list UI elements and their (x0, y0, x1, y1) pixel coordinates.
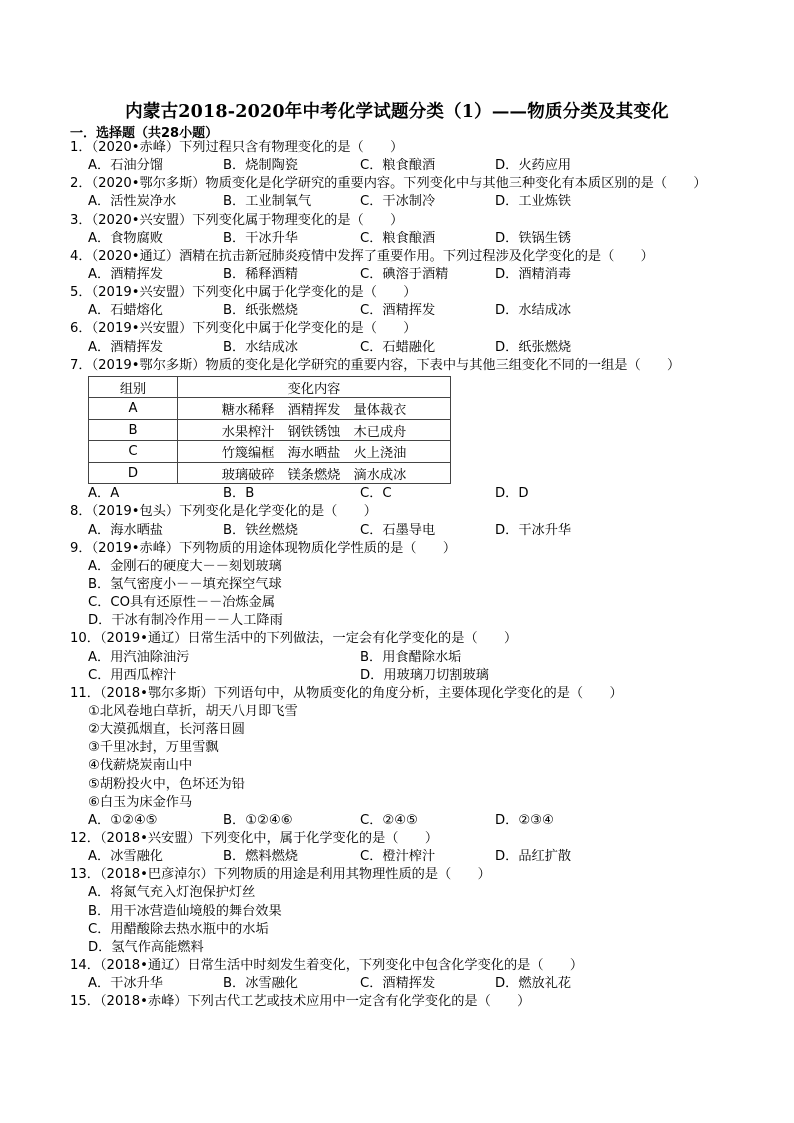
answer-option: A．冰雪融化 (88, 849, 163, 865)
answer-option: B．干冰升华 (223, 230, 298, 246)
question-line: A．金刚石的硬度大－－刻划玻璃 (88, 558, 282, 574)
question-line: D．干冰有制冷作用－－人工降雨 (88, 613, 283, 629)
answer-option: D．燃放礼花 (495, 976, 572, 992)
group-table (88, 376, 451, 485)
section-heading: 一．选择题（共28小题） (70, 126, 219, 141)
question-stem: 7．（2019•鄂尔多斯）物质的变化是化学研究的重要内容，下表中与其他三组变化不同的一组是（ ） (70, 357, 681, 373)
option-row (70, 485, 730, 503)
option-row (70, 975, 730, 993)
question-item (70, 503, 730, 539)
answer-option: A．酒精挥发 (88, 339, 163, 355)
question-item (70, 993, 730, 1011)
answer-option: C．酒精挥发 (360, 976, 436, 992)
option-row (70, 339, 730, 357)
answer-option: C．石蜡融化 (360, 339, 436, 355)
question-stem: 5．（2019•兴安盟）下列变化中属于化学变化的是（ ） (70, 285, 417, 301)
table-cell: 竹篾编框 海水晒盐 火上浇油 (178, 441, 451, 463)
question-stem: 3．（2020•兴安盟）下列变化属于物理变化的是（ ） (70, 212, 404, 228)
answer-option: C．干冰制冷 (360, 194, 436, 210)
question-stem: 11．（2018•鄂尔多斯）下列语句中，从物质变化的角度分析，主要体现化学变化的是（ ） (70, 685, 623, 701)
question-stem: 6．（2019•兴安盟）下列变化中属于化学变化的是（ ） (70, 321, 417, 337)
table-cell: C (89, 441, 178, 463)
question-stem: 13．（2018•巴彦淖尔）下列物质的用途是利用其物理性质的是（ ） (70, 867, 491, 883)
option-row (70, 266, 730, 284)
question-item (70, 139, 730, 175)
question-line: D．氢气作高能燃料 (88, 939, 204, 955)
question-line: C．CO具有还原性－－冶炼金属 (88, 595, 276, 611)
question-item (70, 540, 730, 631)
answer-option: B．铁丝燃烧 (223, 522, 298, 538)
question-line: C．用醋酸除去热水瓶中的水垢 (88, 921, 269, 937)
answer-option: A．食物腐败 (88, 230, 163, 246)
answer-option: C．橙汁榨汁 (360, 849, 436, 865)
question-line: ①北风卷地白草折，胡天八月即飞雪 (88, 704, 298, 720)
answer-option: D．品红扩散 (495, 849, 572, 865)
answer-option: D．②③④ (495, 812, 554, 828)
question-list (70, 139, 730, 1011)
table-cell: A (89, 398, 178, 420)
question-item (70, 212, 730, 248)
answer-option: A．酒精挥发 (88, 266, 163, 282)
question-stem: 4．（2020•通辽）酒精在抗击新冠肺炎疫情中发挥了重要作用。下列过程涉及化学变化的是（ ） (70, 248, 654, 264)
question-item (70, 175, 730, 211)
question-stem: 8．（2019•包头）下列变化是化学变化的是（ ） (70, 504, 377, 520)
question-item (70, 957, 730, 993)
answer-option: D．干冰升华 (495, 522, 572, 538)
question-stem: 14．（2018•通辽）日常生活中时刻发生着变化，下列变化中包含化学变化的是（ ） (70, 957, 584, 973)
answer-option: C．酒精挥发 (360, 303, 436, 319)
option-row (70, 848, 730, 866)
question-line: ⑤胡粉投火中，色坏还为铅 (88, 776, 245, 792)
table-row (89, 419, 451, 441)
answer-option: D．工业炼铁 (495, 194, 572, 210)
answer-option: C．石墨导电 (360, 522, 436, 538)
question-stem: 1．（2020•赤峰）下列过程只含有物理变化的是（ ） (70, 140, 404, 155)
question-stem: 10．（2019•通辽）日常生活中的下列做法，一定会有化学变化的是（ ） (70, 631, 518, 647)
question-line: ④伐薪烧炭南山中 (88, 758, 193, 774)
question-stem: 2．（2020•鄂尔多斯）物质变化是化学研究的重要内容。下列变化中与其他三种变化有本质区别的是（ ） (70, 176, 707, 192)
answer-option: D．水结成冰 (495, 303, 572, 319)
answer-option: A．石蜡熔化 (88, 303, 163, 319)
question-line: ②大漠孤烟直，长河落日圆 (88, 722, 245, 738)
answer-option: A．①②④⑤ (88, 812, 158, 828)
table-row (89, 462, 451, 484)
answer-option: D．铁锅生锈 (495, 230, 572, 246)
answer-option: C．②④⑤ (360, 812, 418, 828)
answer-option: B．①②④⑥ (223, 812, 293, 828)
table-cell: D (89, 462, 178, 484)
page-title: 内蒙古2018-2020年中考化学试题分类（1）——物质分类及其变化 (125, 102, 669, 122)
option-row (70, 667, 730, 685)
answer-option: B．纸张燃烧 (223, 303, 298, 319)
question-line: B．用干冰营造仙境般的舞台效果 (88, 903, 282, 919)
answer-option: D．纸张燃烧 (495, 339, 572, 355)
answer-option: B．烧制陶瓷 (223, 158, 298, 174)
question-stem: 15．（2018•赤峰）下列古代工艺或技术应用中一定含有化学变化的是（ ） (70, 994, 531, 1010)
table-header-cell: 组别 (89, 376, 178, 398)
answer-option: C．碘溶于酒精 (360, 266, 449, 282)
answer-option: D．酒精消毒 (495, 266, 572, 282)
table-cell: 玻璃破碎 镁条燃烧 滴水成冰 (178, 462, 451, 484)
question-line: B．氢气密度小－－填充探空气球 (88, 577, 282, 593)
answer-option: B．燃料燃烧 (223, 849, 298, 865)
answer-option: B．稀释酒精 (223, 266, 298, 282)
answer-option: B．工业制氧气 (223, 194, 312, 210)
answer-option: A．干冰升华 (88, 976, 163, 992)
answer-option: C．C (360, 486, 392, 502)
question-line: ⑥白玉为床金作马 (88, 794, 193, 810)
question-item (70, 830, 730, 866)
question-item (70, 866, 730, 957)
table-header-cell: 变化内容 (178, 376, 451, 398)
table-cell: 糖水稀释 酒精挥发 量体裁衣 (178, 398, 451, 420)
table-row (89, 441, 451, 463)
answer-option: C．粮食酿酒 (360, 230, 436, 246)
option-row (70, 649, 730, 667)
table-cell: B (89, 419, 178, 441)
question-item (70, 284, 730, 320)
question-stem: 12．（2018•兴安盟）下列变化中，属于化学变化的是（ ） (70, 831, 439, 846)
option-row (70, 522, 730, 540)
question-item (70, 630, 730, 684)
answer-option: A．A (88, 486, 120, 502)
answer-option: D．火药应用 (495, 158, 572, 174)
question-item (70, 357, 730, 504)
answer-option: D．用玻璃刀切割玻璃 (360, 667, 489, 683)
table-row (89, 398, 451, 420)
answer-option: A．石油分馏 (88, 158, 163, 174)
table-cell: 水果榨汁 钢铁锈蚀 木已成舟 (178, 419, 451, 441)
option-row (70, 230, 730, 248)
answer-option: A．用汽油除油污 (88, 649, 190, 665)
answer-option: C．用西瓜榨汁 (88, 667, 177, 683)
answer-option: A．活性炭净水 (88, 194, 177, 210)
question-line: A．将氮气充入灯泡保护灯丝 (88, 885, 256, 901)
answer-option: B．水结成冰 (223, 339, 298, 355)
table-header-row (89, 376, 451, 398)
question-item (70, 320, 730, 356)
answer-option: A．海水晒盐 (88, 522, 163, 538)
answer-option: B．用食醋除水垢 (360, 649, 462, 665)
answer-option: B．B (223, 486, 255, 502)
question-line: ③千里冰封，万里雪飘 (88, 740, 219, 756)
option-row (70, 302, 730, 320)
answer-option: B．冰雪融化 (223, 976, 298, 992)
option-row (70, 812, 730, 830)
question-item (70, 248, 730, 284)
answer-option: C．粮食酿酒 (360, 158, 436, 174)
question-item (70, 685, 730, 830)
option-row (70, 157, 730, 175)
question-stem: 9．（2019•赤峰）下列物质的用途体现物质化学性质的是（ ） (70, 540, 457, 556)
option-row (70, 193, 730, 211)
answer-option: D．D (495, 486, 529, 502)
